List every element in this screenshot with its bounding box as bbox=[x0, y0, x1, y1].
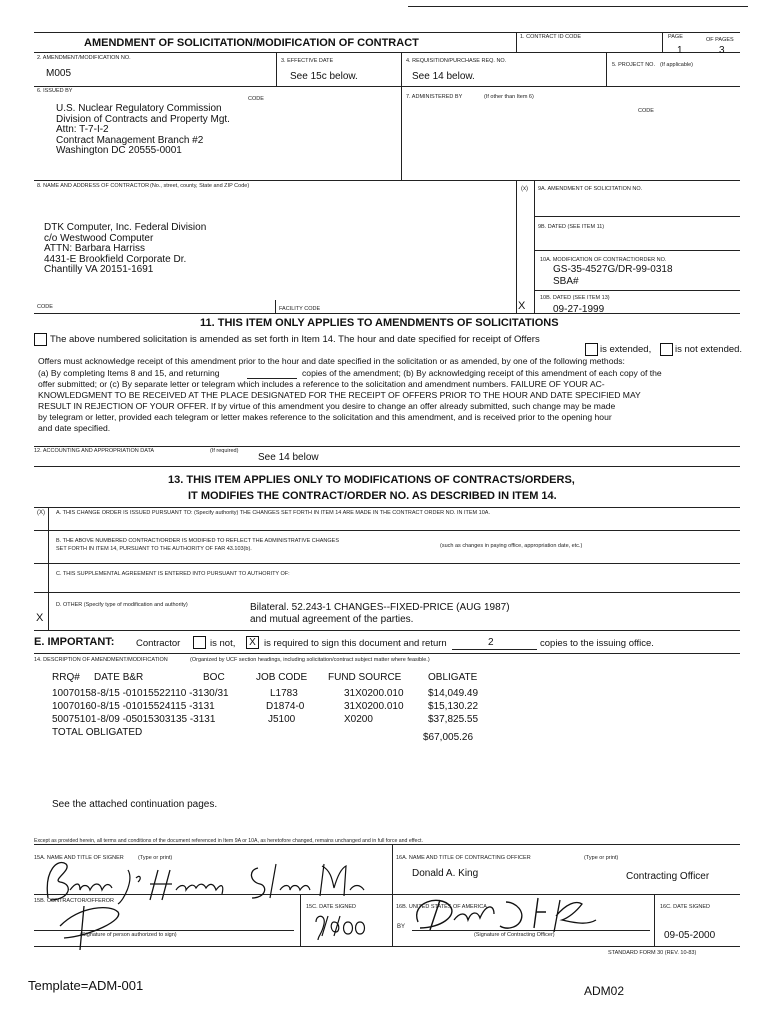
item10a-divider bbox=[534, 290, 740, 291]
table-row-3-job: J5100 bbox=[268, 714, 296, 725]
table-row-1-rrq: 10070158 bbox=[52, 688, 97, 699]
item12-value: See 14 below bbox=[258, 452, 319, 463]
table-row-2-job: D1874-0 bbox=[266, 701, 305, 712]
table-row-3-codes: -8/09 -05015303135 -3131 bbox=[97, 714, 216, 725]
vline-13-x bbox=[48, 507, 49, 630]
extended-checkbox[interactable] bbox=[585, 343, 598, 356]
item13-c-text: C. THIS SUPPLEMENTAL AGREEMENT IS ENTERED INTO PURSUANT TO AUTHORITY OF: bbox=[56, 571, 290, 577]
row12-divider bbox=[34, 630, 740, 631]
total-obligated-value: $67,005.26 bbox=[423, 732, 474, 743]
label-15a: 15A. NAME AND TITLE OF SIGNER bbox=[34, 855, 124, 861]
officer-handwritten-signature bbox=[410, 892, 630, 936]
issued-by-line: Attn: T-7-I-2 bbox=[56, 124, 109, 135]
dated-10b-value: 09-27-1999 bbox=[553, 304, 605, 315]
row10-divider bbox=[34, 563, 740, 564]
amendment-solicitation-label: 9A. AMENDMENT OF SOLICITATION NO. bbox=[538, 186, 643, 192]
continuation-note: See the attached continuation pages. bbox=[52, 799, 218, 810]
item9-x-header: (x) bbox=[521, 186, 528, 192]
item11-line7: by telegram or letter, provided each telegram or letter makes reference to the solicitation and this amendment, and is received prior to the opening hour bbox=[38, 412, 612, 422]
standard-form-note: STANDARD FORM 30 (REV. 10-83) bbox=[608, 950, 697, 956]
contractor-line: 4431-E Brookfield Corporate Dr. bbox=[44, 253, 187, 265]
item14-label: 14. DESCRIPTION OF AMENDMENT/MODIFICATION bbox=[34, 657, 168, 663]
dated-10b-label: 10B. DATED (SEE ITEM 13) bbox=[540, 295, 610, 301]
contractor-line: Chantilly VA 20151-1691 bbox=[44, 264, 154, 275]
administered-by-label: 7. ADMINISTERED BY bbox=[406, 94, 463, 100]
item11-title: 11. THIS ITEM ONLY APPLIES TO AMENDMENTS OF SOLICITATIONS bbox=[200, 317, 559, 329]
row11-divider bbox=[34, 592, 740, 593]
col-header-rrq: RRQ# bbox=[52, 672, 80, 683]
issued-by-line: Contract Management Branch #2 bbox=[56, 134, 204, 146]
table-row-1-codes: -8/15 -01015522110 -3130/31 bbox=[97, 688, 229, 699]
item11-line5: KNOWLEDGMENT TO BE RECEIVED AT THE PLACE DESIGNATED FOR THE RECEIPT OF OFFERS PRIOR TO THE HOUR AND DATE SPECIFIED MAY bbox=[38, 390, 641, 400]
table-row-2-amount: $15,130.22 bbox=[428, 701, 479, 712]
label-15c: 15C. DATE SIGNED bbox=[306, 904, 357, 910]
sba-number: SBA# bbox=[553, 276, 579, 287]
copies-underline bbox=[452, 649, 537, 650]
facility-code-label: FACILITY CODE bbox=[279, 306, 321, 312]
col-header-fund-source: FUND SOURCE bbox=[328, 672, 402, 683]
item13-d-value1: Bilateral. 52.243-1 CHANGES--FIXED-PRICE (AUG 1987) bbox=[250, 602, 510, 613]
item11-line3a: (a) By completing Items 8 and 15, and returning bbox=[38, 368, 220, 378]
table-row-1-job: L1783 bbox=[270, 688, 298, 699]
table-row-2-rrq: 10070160 bbox=[52, 701, 97, 712]
effective-date-label: 3. EFFECTIVE DATE bbox=[281, 58, 334, 64]
table-row-2-codes: -8/15 -01015524115 -3131 bbox=[97, 701, 215, 712]
modification-10a-label: 10A. MODIFICATION OF CONTRACT/ORDER NO. bbox=[540, 257, 667, 263]
item9b-divider bbox=[534, 250, 740, 251]
vline-item9-x bbox=[534, 180, 535, 313]
table-row-3-amount: $37,825.55 bbox=[428, 714, 479, 725]
important-contractor: Contractor bbox=[136, 638, 181, 649]
requisition-label: 4. REQUISITION/PURCHASE REQ. NO. bbox=[406, 58, 507, 64]
is-not-checkbox[interactable] bbox=[193, 636, 206, 649]
is-required-text: is required to sign this document and return bbox=[264, 638, 447, 649]
issued-by-label: 6. ISSUED BY bbox=[37, 88, 73, 94]
dated-9b-label: 9B. DATED (SEE ITEM 11) bbox=[538, 224, 605, 230]
item13-title-line1: 13. THIS ITEM APPLIES ONLY TO MODIFICATIONS OF CONTRACTS/ORDERS, bbox=[168, 474, 575, 486]
label-15b: 15B. CONTRACTOR/OFFEROR bbox=[34, 898, 114, 904]
item13-d-text: D. OTHER (Specify type of modification and authority) bbox=[56, 602, 188, 608]
top-border bbox=[408, 6, 748, 7]
date-16c-value: 09-05-2000 bbox=[664, 930, 716, 941]
row5-divider bbox=[34, 313, 740, 314]
total-obligated-label: TOTAL OBLIGATED bbox=[52, 727, 143, 738]
item13-b-text1: B. THE ABOVE NUMBERED CONTRACT/ORDER IS MODIFIED TO REFLECT THE ADMINISTRATIVE CHANGES bbox=[56, 538, 339, 544]
item13-d-value2: and mutual agreement of the parties. bbox=[250, 614, 414, 625]
label-16b-sig: (Signature of Contracting Officer) bbox=[474, 932, 555, 938]
item13-b-text2: SET FORTH IN ITEM 14, PURSUANT TO THE AUTHORITY OF FAR 43.103(b). bbox=[56, 546, 252, 552]
copies-text: copies to the issuing office. bbox=[540, 638, 654, 649]
vline-facility bbox=[275, 300, 276, 313]
label-16b-by: BY bbox=[397, 924, 406, 930]
project-no-label: 5. PROJECT NO. bbox=[612, 62, 655, 68]
modification-10a-value: GS-35-4527G/DR-99-0318 bbox=[553, 264, 673, 275]
is-extended-label: is extended, bbox=[600, 344, 652, 355]
table-row-1-fund: 31X0200.010 bbox=[344, 688, 404, 699]
item11-line3b: copies of the amendment; (b) By acknowledging receipt of this amendment of each copy of the bbox=[302, 368, 662, 378]
effective-date-value: See 15c below. bbox=[290, 71, 358, 82]
issued-by-code-label: CODE bbox=[248, 96, 264, 102]
issued-by-address bbox=[56, 104, 230, 157]
page-number: 1 bbox=[677, 45, 683, 56]
row3-divider bbox=[34, 86, 740, 87]
item13-a-text: A. THIS CHANGE ORDER IS ISSUED PURSUANT TO: (Specify authority) THE CHANGES SET FORTH IN ITEM 14 ARE MADE IN THE CONTRACT ORDER NO. IN ITEM 10A. bbox=[56, 510, 490, 516]
item12-label: 12. ACCOUNTING AND APPROPRIATION DATA bbox=[34, 448, 155, 454]
item11-line2: Offers must acknowledge receipt of this amendment prior to the hour and date specified in the solicitation or as amended, by one of the following methods: bbox=[38, 356, 625, 366]
col-header-date-br: DATE B&R bbox=[94, 672, 144, 683]
col-header-obligate: OBLIGATE bbox=[428, 672, 478, 683]
not-extended-checkbox[interactable] bbox=[660, 343, 673, 356]
item10-x-mark: X bbox=[518, 300, 526, 312]
item13-title-line2: IT MODIFIES THE CONTRACT/ORDER NO. AS DESCRIBED IN ITEM 14. bbox=[188, 490, 557, 502]
contractor-address bbox=[44, 223, 206, 276]
row16-divider bbox=[34, 946, 740, 947]
table-row-2-fund: 31X0200.010 bbox=[344, 701, 404, 712]
table-row-3-rrq: 50075101 bbox=[52, 714, 97, 725]
issued-by-line: Washington DC 20555-0001 bbox=[56, 145, 182, 156]
is-not-label: is not, bbox=[210, 638, 236, 649]
contractor-line: ATTN: Barbara Harriss bbox=[44, 243, 145, 254]
except-note: Except as provided herein, all terms and conditions of the document referenced in Item 9A or 10A, as heretofore changed, remains unchanged and in full force and effect. bbox=[34, 838, 423, 844]
item12-note: (If required) bbox=[210, 448, 239, 454]
item13-d-x-mark: X bbox=[36, 612, 44, 624]
col-header-boc: BOC bbox=[203, 672, 225, 683]
label-15a-note: (Type or print) bbox=[138, 855, 173, 861]
vline-item9 bbox=[516, 180, 517, 313]
label-16a: 16A. NAME AND TITLE OF CONTRACTING OFFICER bbox=[396, 855, 531, 861]
vline-page bbox=[662, 32, 663, 52]
administered-code-label: CODE bbox=[638, 108, 654, 114]
amendment-no-label: 2. AMENDMENT/MODIFICATION NO. bbox=[37, 55, 131, 61]
copies-count: 2 bbox=[488, 637, 494, 648]
issued-by-line: U.S. Nuclear Regulatory Commission bbox=[56, 103, 222, 114]
vline-project bbox=[606, 52, 607, 86]
contractor-label: 8. NAME AND ADDRESS OF CONTRACTOR bbox=[37, 183, 150, 189]
label-15b-sig: (Signature of person authorized to sign) bbox=[80, 932, 177, 938]
is-required-checkbox[interactable]: X bbox=[246, 636, 259, 649]
vline-requisition bbox=[401, 52, 402, 180]
contractor-line: DTK Computer, Inc. Federal Division bbox=[44, 222, 207, 233]
col-header-job-code: JOB CODE bbox=[256, 672, 308, 683]
important-label: E. IMPORTANT: bbox=[34, 636, 115, 648]
page-label: PAGE bbox=[668, 34, 683, 40]
row6-divider bbox=[34, 446, 740, 447]
contractor-label-note: (No., street, county, State and ZIP Code) bbox=[150, 183, 250, 189]
vline-effective bbox=[276, 52, 277, 86]
of-pages-number: 3 bbox=[719, 45, 725, 56]
table-row-1-amount: $14,049.49 bbox=[428, 688, 479, 699]
adm-code: ADM02 bbox=[584, 984, 625, 998]
item13-b-note: (such as changes in paying office, appropriation date, etc.) bbox=[440, 543, 583, 549]
label-16c: 16C. DATE SIGNED bbox=[660, 904, 711, 910]
item11-line1: The above numbered solicitation is amended as set forth in Item 14. The hour and date specified for receipt of Offers bbox=[50, 334, 540, 345]
officer-name: Donald A. King bbox=[412, 868, 479, 879]
row7-divider bbox=[34, 466, 740, 467]
row4-divider bbox=[34, 180, 740, 181]
label-16b: 16B. UNITED STATES OF AMERICA bbox=[396, 904, 487, 910]
contractor-line: c/o Westwood Computer bbox=[44, 232, 154, 244]
contractor-code-label: CODE bbox=[37, 304, 53, 310]
item11-line8: and date specified. bbox=[38, 423, 111, 433]
solicitation-checkbox[interactable] bbox=[34, 333, 47, 346]
item13-x-header: (X) bbox=[37, 510, 45, 516]
officer-title: Contracting Officer bbox=[626, 871, 710, 882]
of-pages-label: OF PAGES bbox=[706, 37, 734, 43]
template-id: Template=ADM-001 bbox=[28, 978, 144, 993]
is-not-extended-label: is not extended. bbox=[675, 344, 743, 355]
row14-divider bbox=[34, 844, 740, 845]
row2-divider bbox=[34, 52, 740, 53]
row1-divider bbox=[34, 32, 740, 33]
row13-divider bbox=[34, 653, 740, 654]
administered-by-note: (If other than Item 6) bbox=[484, 94, 534, 100]
project-no-note: (If applicable) bbox=[660, 62, 694, 68]
contract-id-label: 1. CONTRACT ID CODE bbox=[520, 34, 582, 40]
vline-15-16 bbox=[392, 844, 393, 946]
item11-line4: offer submitted; or (c) By separate letter or telegram which includes a reference to the solicitation and amendment numbers. FAILURE OF YOUR AC- bbox=[38, 379, 605, 389]
contractor-signature-mark bbox=[50, 896, 130, 956]
row8-divider bbox=[34, 507, 740, 508]
row9-divider bbox=[34, 530, 740, 531]
vline-16c bbox=[654, 894, 655, 946]
table-row-3-fund: X0200 bbox=[344, 714, 373, 725]
vline-contract-id bbox=[516, 32, 517, 52]
issued-by-line: Division of Contracts and Property Mgt. bbox=[56, 113, 230, 125]
amendment-no-value: M005 bbox=[46, 68, 72, 79]
date-15c-handwritten bbox=[310, 908, 380, 938]
form-title: AMENDMENT OF SOLICITATION/MODIFICATION OF CONTRACT bbox=[84, 37, 419, 49]
item11-line6: RESULT IN REJECTION OF YOUR OFFER. If by virtue of this amendment you desire to change an offer already submitted, such change may be made bbox=[38, 401, 616, 411]
item14-note: (Organized by UCF section headings, including solicitation/contract subject matter where feasible.) bbox=[190, 657, 430, 663]
requisition-value: See 14 below. bbox=[412, 71, 475, 82]
label-16a-note: (Type or print) bbox=[584, 855, 619, 861]
item9a-divider bbox=[534, 216, 740, 217]
